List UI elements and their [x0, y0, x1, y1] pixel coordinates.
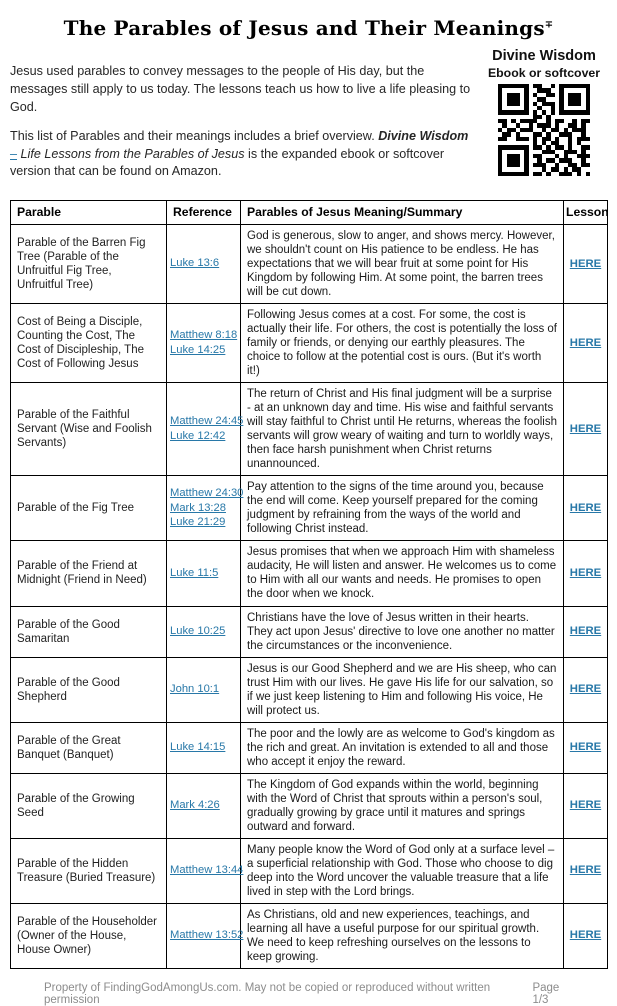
- book-subtitle: Life Lessons from the Parables of Jesus: [17, 146, 245, 161]
- parable-name: Parable of the Great Banquet (Banquet): [11, 722, 167, 773]
- lesson-link[interactable]: HERE: [569, 257, 602, 270]
- intro-paragraph-1: Jesus used parables to convey messages to the people of His day, but the messages still apply to us today. The lessons teach us how to live a life pleasing to God.: [10, 64, 474, 114]
- parable-name: Parable of the Growing Seed: [11, 773, 167, 838]
- parable-name: Parable of the Good Samaritan: [11, 606, 167, 657]
- reference-cell: [167, 657, 241, 722]
- reference-cell: [167, 773, 241, 838]
- reference-link[interactable]: Mark 4:26: [170, 798, 220, 811]
- lesson-cell: [564, 541, 608, 606]
- reference-cell: [167, 903, 244, 968]
- reference-link[interactable]: Luke 13:6: [170, 257, 220, 270]
- table-header-row: [11, 201, 608, 225]
- intro-p2-suffix: is the expanded ebook or softcover version that can be found on Amazon.: [10, 146, 448, 179]
- lesson-cell: [564, 773, 608, 838]
- meaning-text: The return of Christ and His final judgment will be a surprise - at an unknown day and time. His wise and faithful servants will stay faithful to Christ until He returns, whereas the foolish servants will grow weary of waiting and turn to worldly ways, then face harsh punishment when Christ returns unannounced.: [241, 383, 564, 476]
- parable-name: Parable of the Friend at Midnight (Friend in Need): [11, 541, 167, 606]
- table-row: [11, 838, 608, 903]
- intro-block: [10, 46, 474, 192]
- reference-cell: [167, 541, 241, 606]
- meaning-text: Christians have the love of Jesus written in their hearts. They act upon Jesus' directive to love one another no matter the circumstances or the inconvenience.: [241, 606, 564, 657]
- title-footnote-mark: ∓: [544, 19, 554, 31]
- lesson-link[interactable]: HERE: [569, 683, 602, 696]
- reference-link[interactable]: Mark 13:28: [170, 501, 226, 514]
- meaning-text: The Kingdom of God expands within the world, beginning with the Word of Christ that sprouts within a person's soul, gradually growing by grace until it matures and springs outward and forward.: [241, 773, 564, 838]
- column-header-parable: Parable: [11, 201, 167, 225]
- parables-table-body: [11, 225, 608, 969]
- reference-link[interactable]: Luke 10:25: [170, 624, 226, 637]
- reference-cell: [167, 838, 244, 903]
- meaning-text: As Christians, old and new experiences, teachings, and learning all have a useful purpose for our spiritual growth. We need to keep refreshing ourselves on the lessons to keep growing.: [241, 903, 564, 968]
- lesson-cell: [564, 383, 608, 476]
- reference-cell: [167, 606, 241, 657]
- reference-link[interactable]: Luke 14:15: [170, 740, 226, 753]
- parable-name: Parable of the Faithful Servant (Wise and Foolish Servants): [11, 383, 167, 476]
- book-title: Divine Wisdom: [378, 128, 472, 143]
- lesson-link[interactable]: HERE: [569, 502, 602, 515]
- reference-link[interactable]: John 10:1: [170, 682, 220, 695]
- meaning-text: God is generous, slow to anger, and shows mercy. However, we shouldn't count on His patience to be endless. He has expectations that we will bear fruit at some point for His Kingdom by following Him. At some point, the barren trees will be cut down.: [241, 225, 564, 304]
- lesson-cell: [564, 606, 608, 657]
- reference-cell: [167, 383, 244, 476]
- footer-page-number: Page 1/3: [532, 981, 560, 1006]
- page-title-text: The Parables of Jesus and Their Meanings: [63, 16, 545, 40]
- lesson-cell: [564, 722, 608, 773]
- column-header-meaning: Parables of Jesus Meaning/Summary: [241, 201, 564, 225]
- reference-link[interactable]: Matthew 24:45: [170, 415, 244, 428]
- table-row: [11, 606, 608, 657]
- table-row: [11, 657, 608, 722]
- parables-table: [10, 200, 608, 969]
- lesson-link[interactable]: HERE: [569, 741, 602, 754]
- qr-block: [481, 46, 607, 192]
- intro-p2-prefix: This list of Parables and their meanings includes a brief overview.: [10, 128, 379, 143]
- meaning-text: Following Jesus comes at a cost. For some, the cost is actually their life. For others, the cost is potentially the loss of family or friends, or denying our earthly pleasures. The choice to follow at the potential cost is ours. (But it's worth it!): [241, 304, 564, 383]
- table-row: [11, 541, 608, 606]
- reference-cell: [167, 722, 241, 773]
- reference-cell: [167, 304, 241, 383]
- reference-link[interactable]: Luke 14:25: [170, 343, 226, 356]
- lesson-cell: [564, 225, 608, 304]
- parable-name: Parable of the Barren Fig Tree (Parable of the Unfruitful Fig Tree, Unfruitful Tree): [11, 225, 167, 304]
- reference-link[interactable]: Matthew 13:44: [170, 863, 244, 876]
- lesson-link[interactable]: HERE: [569, 567, 602, 580]
- table-row: [11, 383, 608, 476]
- meaning-text: Pay attention to the signs of the time around you, because the end will come. Keep yourself prepared for the coming judgment by refraining from the ways of the world and following Christ instead.: [241, 476, 564, 541]
- column-header-lesson: Lesson: [564, 201, 608, 225]
- intro-paragraph-2: [10, 128, 471, 182]
- meaning-text: The poor and the lowly are as welcome to God's kingdom as the rich and great. An invitation is extended to all and those who accept it enjoy the reward.: [241, 722, 564, 773]
- table-row: [11, 722, 608, 773]
- reference-link[interactable]: Matthew 8:18: [170, 329, 238, 342]
- parable-name: Parable of the Hidden Treasure (Buried Treasure): [11, 838, 167, 903]
- parable-name: Parable of the Fig Tree: [11, 476, 167, 541]
- reference-link[interactable]: Matthew 24:30: [170, 486, 244, 499]
- lesson-link[interactable]: HERE: [569, 864, 602, 877]
- top-section: [10, 46, 607, 192]
- parable-name: Parable of the Householder (Owner of the House, House Owner): [11, 903, 167, 968]
- reference-cell: [167, 225, 241, 304]
- page-title: [10, 16, 607, 40]
- lesson-cell: [564, 657, 608, 722]
- page-footer: [10, 982, 607, 1006]
- table-row: [11, 225, 608, 304]
- reference-link[interactable]: Luke 21:29: [170, 516, 226, 529]
- qr-caption-subtitle: Ebook or softcover: [487, 66, 601, 80]
- reference-link[interactable]: Luke 11:5: [170, 566, 219, 579]
- table-row: [11, 903, 608, 968]
- lesson-link[interactable]: HERE: [569, 929, 602, 942]
- lesson-link[interactable]: HERE: [569, 625, 602, 638]
- table-row: [11, 476, 608, 541]
- qr-caption-title: Divine Wisdom: [492, 48, 596, 64]
- parable-name: Cost of Being a Disciple, Counting the Cost, The Cost of Discipleship, The Cost of Following Jesus: [11, 304, 167, 383]
- meaning-text: Jesus is our Good Shepherd and we are His sheep, who can trust Him with our lives. He gave His life for our salvation, so if we just keep listening to Him and following His voice, He will protect us.: [241, 657, 564, 722]
- lesson-link[interactable]: HERE: [569, 422, 602, 435]
- meaning-text: Jesus promises that when we approach Him with shameless audacity, He will listen and answer. He welcomes us to come to Him with all our wants and needs. He promises to open the door when we knock.: [241, 541, 564, 606]
- lesson-cell: [564, 304, 608, 383]
- reference-link[interactable]: Luke 12:42: [170, 429, 226, 442]
- reference-link[interactable]: Matthew 13:52: [170, 928, 244, 941]
- lesson-cell: [564, 903, 608, 968]
- table-row: [11, 773, 608, 838]
- reference-cell: [167, 476, 244, 541]
- lesson-cell: [564, 838, 608, 903]
- footer-copyright: Property of FindingGodAmongUs.com. May not be copied or reproduced without written permission: [44, 981, 491, 1006]
- lesson-cell: [564, 476, 608, 541]
- table-row: [11, 304, 608, 383]
- column-header-reference: Reference: [167, 201, 241, 225]
- meaning-text: Many people know the Word of God only at a surface level – a superficial relationship with God. Those who choose to dig deep into the Word uncover the valuable treasure that a life lived in step with the Lord brings.: [241, 838, 564, 903]
- lesson-link[interactable]: HERE: [569, 799, 602, 812]
- parable-name: Parable of the Good Shepherd: [11, 657, 167, 722]
- qr-code: [498, 84, 590, 176]
- lesson-link[interactable]: HERE: [569, 336, 602, 349]
- book-title-dash-link[interactable]: –: [10, 146, 18, 161]
